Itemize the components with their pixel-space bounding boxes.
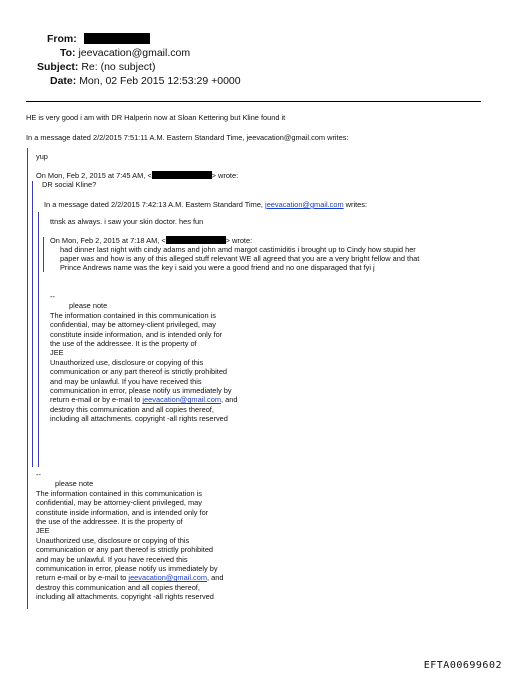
to-label: To: bbox=[60, 47, 76, 59]
header-divider bbox=[26, 101, 481, 102]
quote-bar-level2 bbox=[32, 181, 33, 467]
dinner-line-3: Prince Andrews name was the key i said you were a good friend and no one disparaged that fyi j bbox=[60, 263, 375, 272]
attrib-1-suffix: > wrote: bbox=[211, 171, 239, 180]
disclaimer-line: The information contained in this communication is bbox=[36, 488, 202, 498]
subject-value: Re: (no subject) bbox=[81, 61, 156, 73]
date-value: Mon, 02 Feb 2015 12:53:29 +0000 bbox=[79, 75, 241, 87]
disclaimer-line: communication or any part thereof is strictly prohibited bbox=[50, 367, 228, 377]
disclaimer-line: including all attachments. copyright -all rights reserved bbox=[50, 414, 228, 424]
from-row bbox=[47, 33, 150, 46]
to-value: jeevacation@gmail.com bbox=[78, 47, 191, 59]
redaction-box bbox=[152, 171, 212, 179]
attrib-2-prefix: In a message dated 2/2/2015 7:42:13 A.M. Eastern Standard Time, bbox=[44, 200, 266, 209]
disclaimer-email-link[interactable]: jeevacation@gmail.com bbox=[128, 573, 207, 583]
body-line-1: HE is very good i am with DR Halperin now at Sloan Kettering but Kline found it bbox=[26, 113, 286, 122]
attrib-4-suffix: > wrote: bbox=[225, 236, 253, 245]
disclaimer-line: constitute inside information, and is intended only for bbox=[50, 329, 223, 339]
redaction-box bbox=[166, 236, 226, 244]
subject-label: Subject: bbox=[37, 61, 79, 73]
quote-attribution-4 bbox=[50, 236, 252, 245]
to-row bbox=[60, 47, 190, 60]
disclaimer-line: confidential, may be attorney-client privileged, may bbox=[36, 498, 202, 508]
document-id: EFTA00699602 bbox=[423, 660, 502, 671]
disclaimer-line bbox=[36, 573, 223, 582]
disclaimer-line: and may be unlawful. If you have received this bbox=[50, 376, 202, 386]
disclaimer-suffix: , and bbox=[221, 395, 238, 405]
quote-bar-outer bbox=[27, 148, 28, 609]
disclaimer-line: The information contained in this communication is bbox=[50, 310, 216, 320]
attrib-1-prefix: On Mon, Feb 2, 2015 at 7:45 AM, < bbox=[36, 171, 152, 180]
disclaimer-dash: -- bbox=[50, 292, 55, 301]
disclaimer-line: JEE bbox=[50, 348, 64, 358]
quote-yup: yup bbox=[36, 152, 48, 161]
disclaimer-line: including all attachments. copyright -all rights reserved bbox=[36, 592, 214, 602]
disclaimer-email-link[interactable]: jeevacation@gmail.com bbox=[142, 395, 221, 405]
disclaimer-prefix: return e-mail or by e-mail to bbox=[50, 395, 143, 405]
dinner-line-2: paper was and how is any of this alleged stuff relevant WE all agreed that you are a very bright fellow and that bbox=[60, 254, 420, 263]
disclaimer-line: JEE bbox=[36, 526, 50, 536]
disclaimer-line: Unauthorized use, disclosure or copying of this bbox=[50, 357, 204, 367]
attrib-2-email-link[interactable]: jeevacation@gmail.com bbox=[265, 200, 344, 209]
disclaimer-line: communication or any part thereof is strictly prohibited bbox=[36, 545, 214, 555]
quote-attribution-1 bbox=[36, 171, 238, 180]
disclaimer-line: constitute inside information, and is intended only for bbox=[36, 507, 209, 517]
quote-bar-level3 bbox=[38, 212, 39, 467]
quote-ttnsk: ttnsk as always. i saw your skin doctor. hes fun bbox=[50, 217, 204, 226]
attrib-4-prefix: On Mon, Feb 2, 2015 at 7:18 AM, < bbox=[50, 236, 166, 245]
disclaimer-line: communication in error, please notify us immediately by bbox=[50, 386, 232, 396]
from-label: From: bbox=[47, 33, 77, 45]
subject-row bbox=[37, 61, 155, 74]
disclaimer-line: communication in error, please notify us immediately by bbox=[36, 564, 218, 574]
date-label: Date: bbox=[50, 75, 77, 87]
disclaimer-suffix: , and bbox=[207, 573, 224, 583]
disclaimer-line: and may be unlawful. If you have received this bbox=[36, 554, 188, 564]
attrib-2-suffix: writes: bbox=[343, 200, 368, 209]
disclaimer-line: confidential, may be attorney-client privileged, may bbox=[50, 320, 216, 330]
quote-attribution-2 bbox=[44, 200, 367, 209]
quote-bar-level4 bbox=[43, 237, 44, 272]
body-line-2: In a message dated 2/2/2015 7:51:11 A.M. Eastern Standard Time, jeevacation@gmail.com writes: bbox=[26, 133, 349, 142]
quote-dr-social: DR social Kline? bbox=[42, 180, 97, 189]
disclaimer-outer bbox=[36, 470, 223, 602]
disclaimer-note: please note bbox=[55, 479, 94, 489]
disclaimer-line: Unauthorized use, disclosure or copying of this bbox=[36, 535, 190, 545]
disclaimer-dash: -- bbox=[36, 470, 41, 479]
disclaimer-note: please note bbox=[69, 301, 108, 311]
redaction-box bbox=[84, 33, 150, 44]
date-row bbox=[50, 75, 241, 88]
disclaimer-inner bbox=[50, 292, 237, 424]
disclaimer-line: the use of the addressee. It is the property of bbox=[36, 517, 183, 527]
disclaimer-line bbox=[50, 395, 237, 404]
disclaimer-line: destroy this communication and all copies thereof, bbox=[50, 404, 214, 414]
disclaimer-line: the use of the addressee. It is the property of bbox=[50, 339, 197, 349]
dinner-line-1: had dinner last night with cindy adams and john amd margot castimiditis i brought up to Cindy how stupid her bbox=[60, 245, 416, 254]
disclaimer-prefix: return e-mail or by e-mail to bbox=[36, 573, 129, 583]
disclaimer-line: destroy this communication and all copies thereof, bbox=[36, 582, 200, 592]
